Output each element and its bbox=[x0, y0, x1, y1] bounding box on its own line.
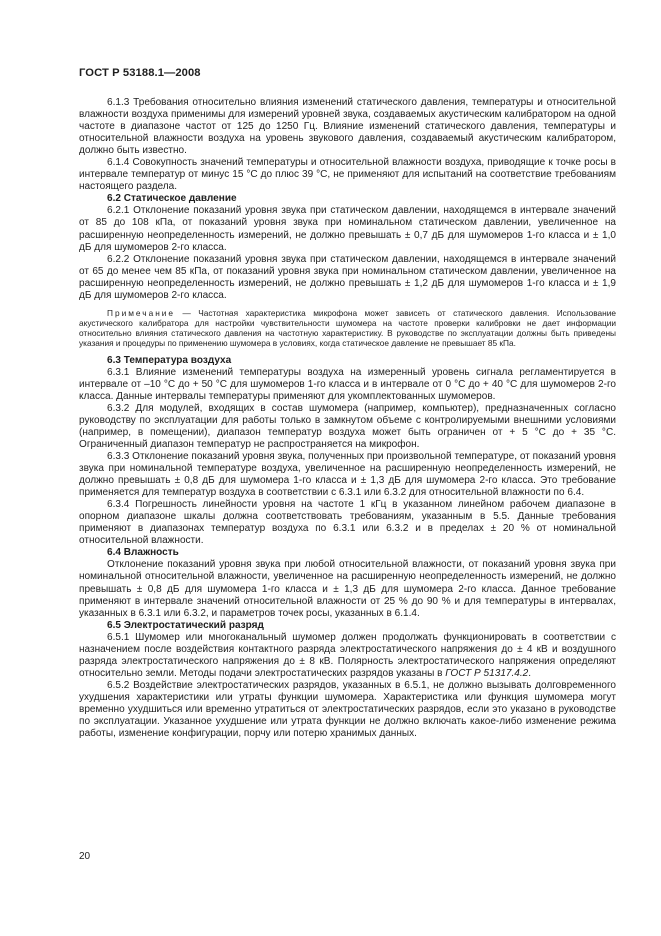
paragraph-6-2-2: 6.2.2 Отклонение показаний уровня звука при статическом давлении, находящемся в интервале значений от 65 до менее чем 85 кПа, от показаний уровня звука при номинальном статическом давлении, увеличенное на расширенную неопределенность измерений, не должно превышать ± 1,2 дБ для шумомеров 1-го класса и ± 1,9 дБ для шумомеров 2-го класса. bbox=[79, 253, 616, 301]
section-heading-6-5: 6.5 Электростатический разряд bbox=[107, 619, 264, 631]
note-label: Примечание bbox=[107, 307, 176, 318]
paragraph-6-3-3: 6.3.3 Отклонение показаний уровня звука, полученных при произвольной температуре, от показаний уровня звука при номинальной температуре воздуха, увеличенное на расширенную неопределенность измерений, не должно превышать ± 0,8 дБ для шумомера 1-го класса и ± 1,3 дБ для шумомера 2-го класса. Это требование применяется для температур воздуха в соответствии с 6.3.1 или 6.3.2 для относительной влажности по 6.4. bbox=[79, 450, 616, 499]
paragraph-6-4: Отклонение показаний уровня звука при любой относительной влажности, от показаний уровня звука при номинальной относительной влажности, увеличенное на расширенную неопределенность измерений, не должно превышать ± 0,8 дБ для шумомера 1-го класса и ± 1,3 дБ для шумомера 2-го класса. Данное требование применяют в интервале значений относительной влажности от 25 % до 90 % и для температуры в интервалах, указанных в 6.3.1 или 6.3.2, и параметров точек росы, указанных в 6.1.4. bbox=[79, 559, 616, 619]
section-heading-6-2: 6.2 Статическое давление bbox=[107, 193, 237, 205]
section-heading-6-4: 6.4 Влажность bbox=[107, 547, 179, 559]
document-header: ГОСТ Р 53188.1—2008 bbox=[79, 67, 201, 79]
paragraph-6-3-2: 6.3.2 Для модулей, входящих в состав шумомера (например, компьютер), предназначенных согласно руководству по эксплуатации для работы только в замкнутом объеме с контролируемыми внешними условиями (например, в помещении), диапазон температур воздуха может быть ограничен от + 5 °С до + 35 °С. Ограниченный диапазон температур не распространяется на микрофон. bbox=[79, 402, 616, 450]
paragraph-6-1-4: 6.1.4 Совокупность значений температуры и относительной влажности воздуха, приводящие к точке росы в интервале температур от минус 15 °С до плюс 39 °С, не применяют для испытаний на соответствие требованиям настоящего раздела. bbox=[79, 157, 616, 193]
note-text: — Частотная характеристика микрофона может зависеть от статического давления. Использование акустического калибратора для настройки чувствительности шумомера на частоте проверки калибровки не дает информации относительно влияния статического давления на частотную характеристику. В руководстве по эксплуатации должны быть приведены указания и процедуры по применению шумомера в условиях, когда статическое давление не превышает 85 кПа. bbox=[79, 307, 616, 349]
note-paragraph bbox=[79, 308, 616, 349]
paragraph-6-1-3: 6.1.3 Требования относительно влияния изменений статического давления, температуры и относительной влажности воздуха применимы для измерений уровней звука, создаваемых акустическим калибратором на одной частоте в диапазоне частот от 125 до 1250 Гц. Влияние изменений статического давления, температуры и относительной влажности воздуха на уровень звукового давления, создаваемый акустическим калибратором, должно быть известно. bbox=[79, 97, 616, 157]
paragraph-6-5-1 bbox=[79, 632, 616, 680]
section-heading-6-3: 6.3 Температура воздуха bbox=[107, 354, 232, 366]
paragraph-6-5-2: 6.5.2 Воздействие электростатических разрядов, указанных в 6.5.1, не должно вызывать долговременного ухудшения характеристики или утраты функции шумомера. Характеристика или функция шумомера могут временно ухудшиться или временно утратиться от электростатических разрядов, если это указано в руководстве по эксплуатации. Указанное ухудшение или утрата функции не должно включать какое-либо изменение режима работы, изменение конфигурации, порчу или потерю хранимых данных. bbox=[79, 679, 616, 740]
paragraph-6-3-4: 6.3.4 Погрешность линейности уровня на частоте 1 кГц в указанном линейном рабочем диапазоне в опорном диапазоне шкалы должна соответствовать требованиям, указанным в 5.5. Данные требования применяют в диапазонах температур воздуха по 6.3.1 или 6.3.2 и в пределах ± 20 % от номинальной относительной влажности. bbox=[79, 499, 616, 547]
paragraph-6-2-1: 6.2.1 Отклонение показаний уровня звука при статическом давлении, находящемся в интервале значений от 85 до 108 кПа, от показаний уровня звука при номинальном статическом давлении, увеличенное на расширенную неопределенность измерений, не должно превышать ± 0,7 дБ для шумомеров 1-го класса и ± 1,0 дБ для шумомеров 2-го класса. bbox=[79, 205, 616, 253]
paragraph-6-5-1-text: 6.5.1 Шумомер или многоканальный шумомер должен продолжать функционировать в соответствии с назначением после воздействия контактного разряда электростатического напряжения до ± 4 кВ и воздушного разряда электростатического напряжения до ± 8 кВ. Полярность электростатического напряжения определяют относительно земли. Методы подачи электростатических разрядов указаны в bbox=[79, 631, 616, 679]
paragraph-6-3-1: 6.3.1 Влияние изменений температуры воздуха на измеренный уровень сигнала регламентируется в интервале от –10 °С до + 50 °С для шумомеров 1-го класса и в интервале от 0 °С до + 40 °С для шумомеров 2-го класса. Данные интервалы температуры применяют для укомплектованных шумомеров. bbox=[79, 366, 616, 402]
page-number: 20 bbox=[79, 851, 91, 862]
document-body bbox=[79, 97, 616, 740]
paragraph-6-5-1-end: . bbox=[528, 667, 532, 679]
standard-reference: ГОСТ Р 51317.4.2 bbox=[445, 667, 529, 679]
